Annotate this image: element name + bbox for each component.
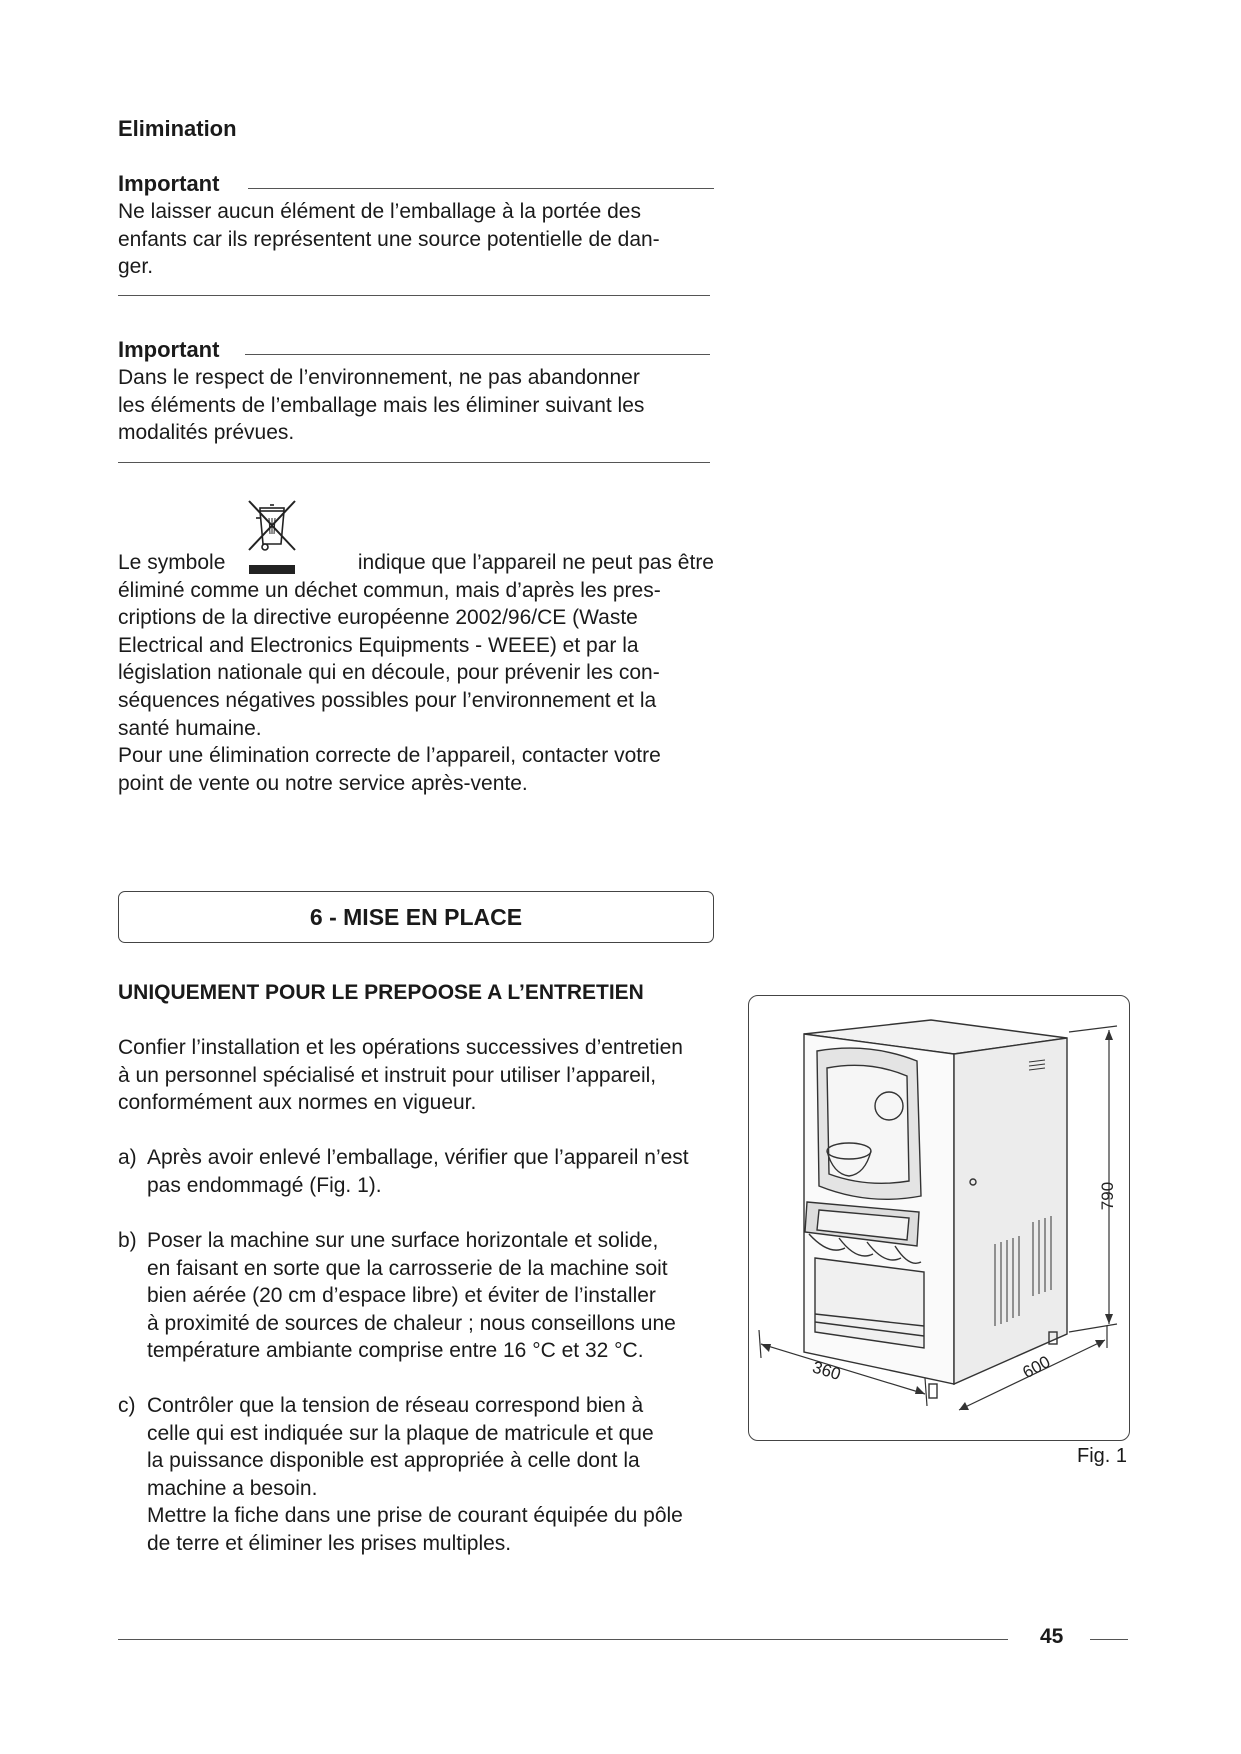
list-item	[118, 1144, 714, 1199]
weee-paragraph: Le symbole indique que l’appareil ne peut pas être éliminé comme un déchet commun, mais d’après les pres- criptions de la directive européenne 2002/96/CE (Waste Electrical and Electronics Equipments - WEEE) et par la législation nationale qui en découle, pour prévenir les con- séquences négatives possibles pour l’environnement et la santé humaine. Pour une élimination correcte de l’appareil, contacter votre point de vente ou notre service après-vente.	[118, 551, 714, 795]
list-item	[118, 1227, 714, 1365]
vending-machine-illustration	[749, 996, 1129, 1440]
footer-rule-left	[118, 1639, 1008, 1640]
section-heading-elimination: Elimination	[118, 116, 237, 141]
list-item-label: c)	[118, 1394, 136, 1417]
list-item-text: Après avoir enlevé l’emballage, vérifier que l’appareil n’est pas endommagé (Fig. 1).	[147, 1146, 689, 1197]
page-number: 45	[1040, 1625, 1064, 1648]
important-label: Important	[118, 171, 220, 196]
footer-rule-right	[1090, 1639, 1128, 1640]
important-text-1: Ne laisser aucun élément de l’emballage à la portée des enfants car ils représentent une source potentielle de dan- ger.	[118, 200, 660, 279]
dimension-height-label: 790	[1098, 1181, 1117, 1211]
weee-suffix: indique que l’appareil ne peut pas être	[357, 551, 714, 574]
figure-frame	[748, 995, 1130, 1441]
list-item-label: b)	[118, 1229, 137, 1252]
section-title: 6 - MISE EN PLACE	[309, 903, 523, 930]
list-item	[118, 1392, 714, 1558]
section-subtitle: UNIQUEMENT POUR LE PREPOOSE A L’ENTRETIEN	[118, 981, 644, 1004]
section-title-box	[118, 891, 714, 943]
weee-prefix: Le symbole	[118, 551, 226, 574]
dimension-depth-label: 600	[1019, 1352, 1054, 1383]
important-text-2: Dans le respect de l’environnement, ne pas abandonner les éléments de l’emballage mais les éliminer suivant les modalités prévues.	[118, 366, 645, 445]
important-title-rule	[245, 354, 710, 355]
list-item-text: Contrôler que la tension de réseau correspond bien à celle qui est indiquée sur la plaque de matricule et que la puissance disponible est appropriée à celle dont la machine a besoin. Mettre la fiche dans une prise de courant équipée du pôle de terre et éliminer les prises multiples.	[147, 1394, 683, 1555]
important-label: Important	[118, 337, 220, 362]
dimension-width-label: 360	[810, 1357, 843, 1384]
list-item-label: a)	[118, 1146, 137, 1169]
important-bottom-rule	[118, 295, 710, 296]
intro-paragraph: Confier l’installation et les opérations successives d’entretien à un personnel spécialisé et instruit pour utiliser l’appareil, conformément aux normes en vigueur.	[118, 1036, 683, 1115]
figure-caption: Fig. 1	[1077, 1445, 1128, 1467]
important-bottom-rule	[118, 462, 710, 463]
important-title-rule	[248, 188, 714, 189]
list-item-text: Poser la machine sur une surface horizontale et solide, en faisant en sorte que la carrosserie de la machine soit bien aérée (20 cm d’espace libre) et éviter de l’installer à proximité de sources de chaleur ; nous conseillons une température ambiante comprise entre 16 °C et 32 °C.	[147, 1229, 676, 1363]
